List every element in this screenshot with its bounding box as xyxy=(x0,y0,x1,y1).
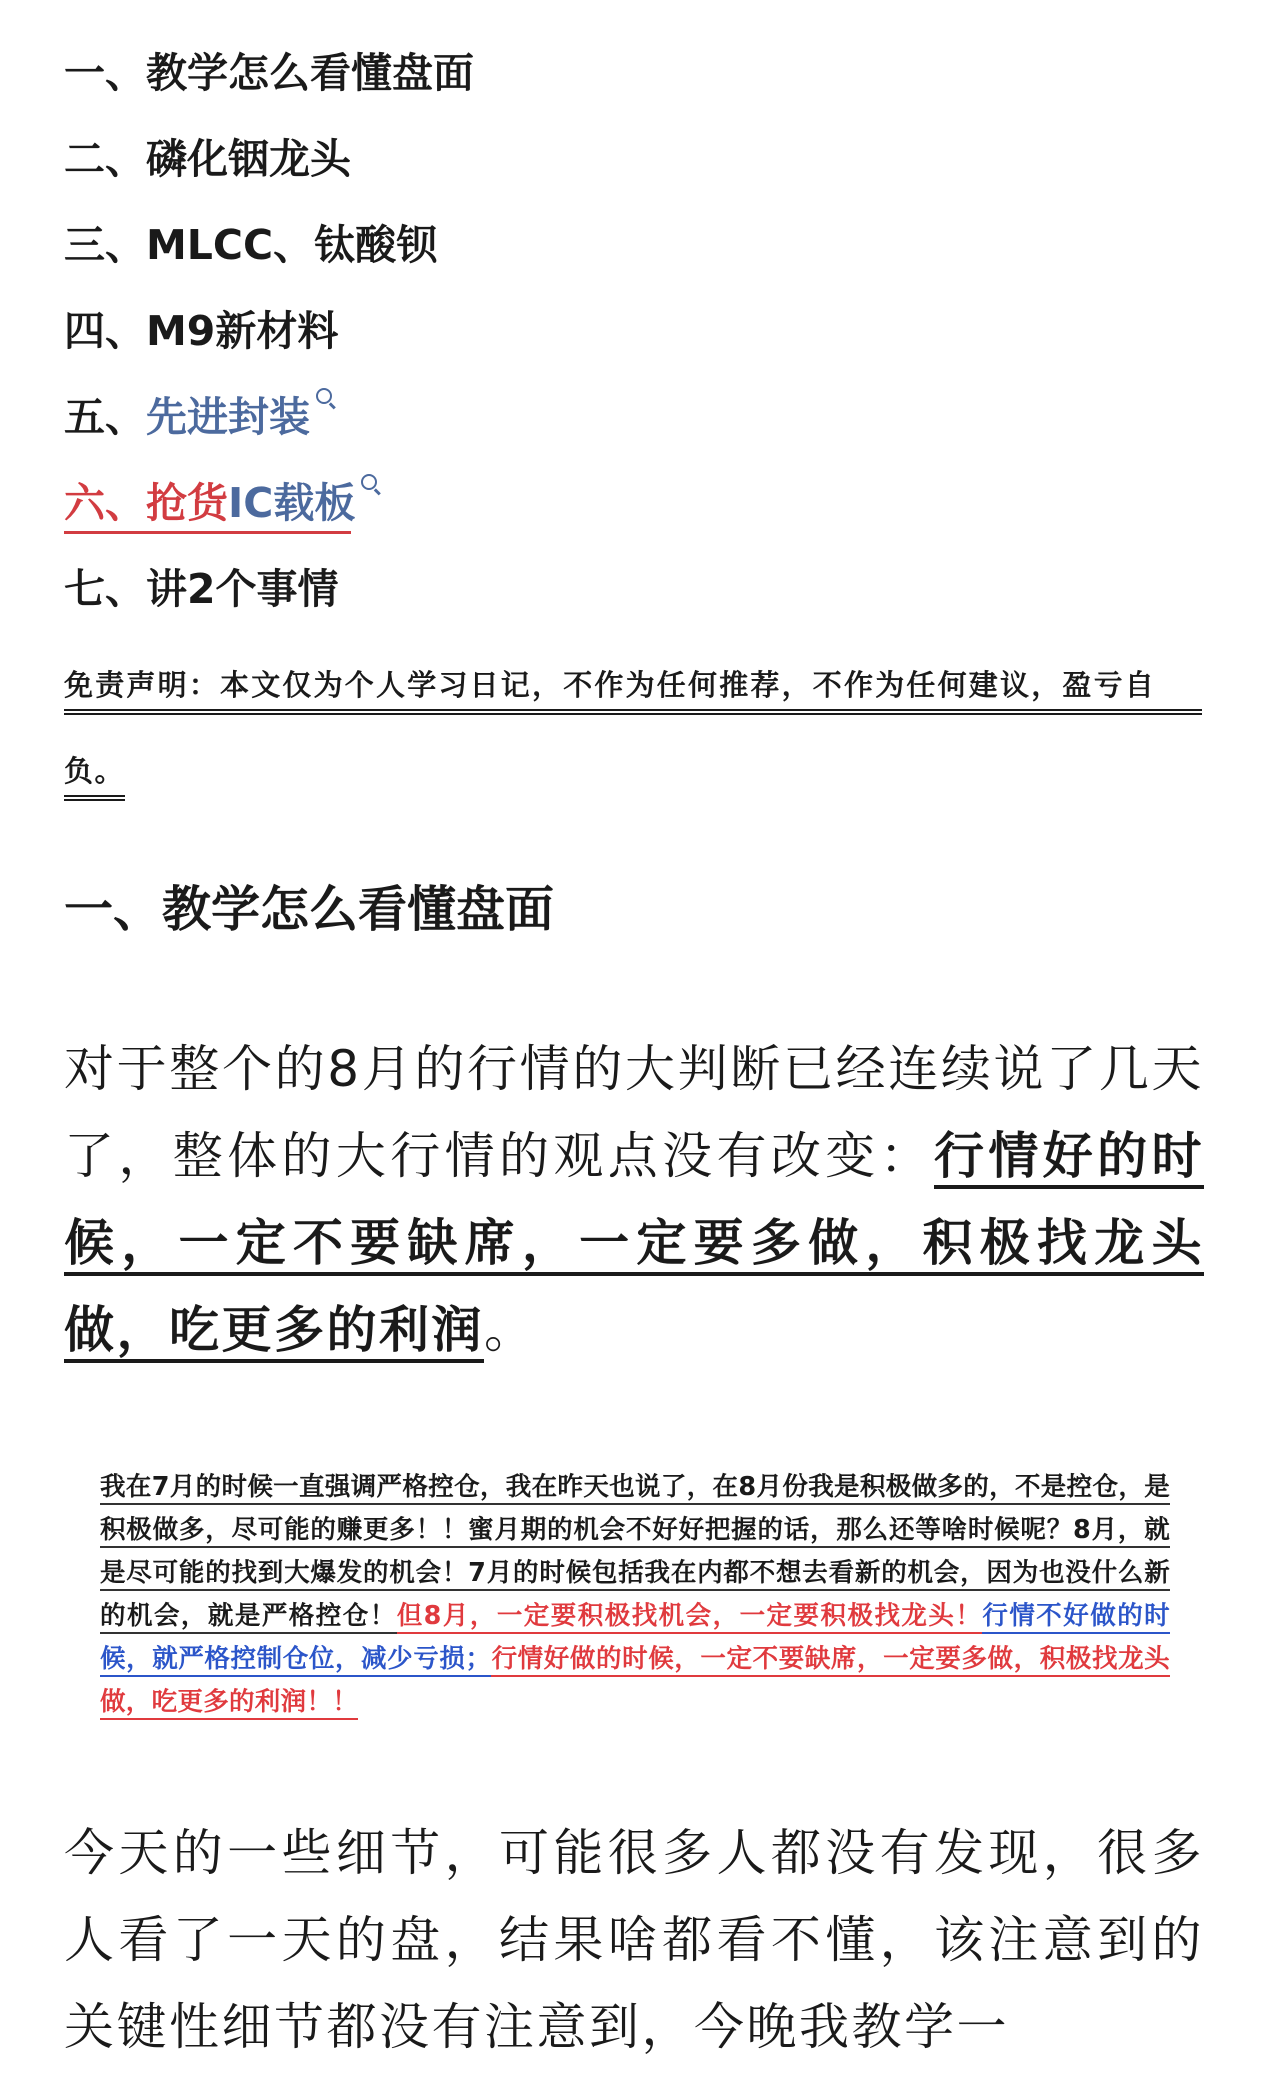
toc-item-6[interactable] xyxy=(64,460,381,546)
paragraph-text: 。 xyxy=(484,1301,537,1359)
toc-item-6-row xyxy=(64,460,474,546)
toc-item-number: 二、 xyxy=(64,135,146,183)
toc-item-number: 五、 xyxy=(64,393,146,441)
toc-item-label: 教学怎么看懂盘面 xyxy=(146,49,474,97)
toc-item-number: 三、 xyxy=(64,221,146,269)
toc-item-label-link[interactable]: 先进封装 xyxy=(146,393,310,441)
paragraph xyxy=(64,1026,1204,1374)
table-of-contents xyxy=(64,30,474,632)
disclaimer-text: 负。 xyxy=(64,749,125,801)
highlight-underline xyxy=(64,531,351,534)
toc-item-label: MLCC、钛酸钡 xyxy=(146,221,438,269)
disclaimer-text: 免责声明：本文仅为个人学习日记，不作为任何推荐，不作为任何建议，盈亏自 xyxy=(64,663,1202,715)
toc-item-5[interactable] xyxy=(64,374,474,460)
paragraph-text: 对于整个的8月的行情的大判断已经连续说了几天了，整体的大行情的观点没有改变： xyxy=(64,1040,1204,1185)
toc-item-label: 磷化铟龙头 xyxy=(146,135,351,183)
toc-item-label: 讲2个事情 xyxy=(146,565,339,613)
toc-item-2[interactable] xyxy=(64,116,474,202)
toc-item-number: 六、 xyxy=(64,479,146,527)
toc-item-number: 四、 xyxy=(64,307,146,355)
disclaimer xyxy=(64,642,1202,814)
toc-item-label-link[interactable]: IC载板 xyxy=(228,479,356,527)
disclaimer-line xyxy=(64,728,1202,814)
paragraph: 今天的一些细节，可能很多人都没有发现，很多人看了一天的盘，结果啥都看不懂，该注意到的关键性细节都没有注意到，今晚我教学一 xyxy=(64,1824,1204,2056)
search-icon[interactable] xyxy=(361,474,381,494)
toc-item-number: 一、 xyxy=(64,49,146,97)
toc-item-label: M9新材料 xyxy=(146,307,339,355)
paragraph-emphasis: 行情好的时候，一定不要缺席，一定要多做，积极找龙头做，吃更多的利润 xyxy=(64,1127,1204,1363)
disclaimer-line xyxy=(64,642,1202,728)
quote-text-red: 但8月，一定要积极找机会，一定要积极找龙头！ xyxy=(397,1601,983,1634)
toc-item-label-highlight[interactable]: 抢货 xyxy=(146,479,228,527)
section-heading: 一、教学怎么看懂盘面 xyxy=(64,881,555,938)
quoted-screenshot xyxy=(100,1466,1170,1724)
search-icon[interactable] xyxy=(316,388,336,408)
toc-item-1[interactable] xyxy=(64,30,474,116)
toc-item-4[interactable] xyxy=(64,288,474,374)
toc-item-3[interactable] xyxy=(64,202,474,288)
quote-text-blue: 行情不好做的时候，就严格控制仓位，减少亏损； xyxy=(100,1601,1170,1677)
toc-item-number: 七、 xyxy=(64,565,146,613)
toc-item-7[interactable] xyxy=(64,546,474,632)
quote-text: 我在7月的时候一直强调严格控仓，我在昨天也说了，在8月份我是积极做多的，不是控仓，是积极做多，尽可能的赚更多！！蜜月期的机会不好好把握的话，那么还等啥时候呢？8月，就是尽可能的找到大爆发的机会！7月的时候包括我在内都不想去看新的机会，因为也没什么新的机会，就是严格控仓！ xyxy=(100,1472,1170,1634)
quote-text-red: 行情好做的时候，一定不要缺席，一定要多做，积极找龙头做，吃更多的利润！！ xyxy=(100,1644,1170,1720)
